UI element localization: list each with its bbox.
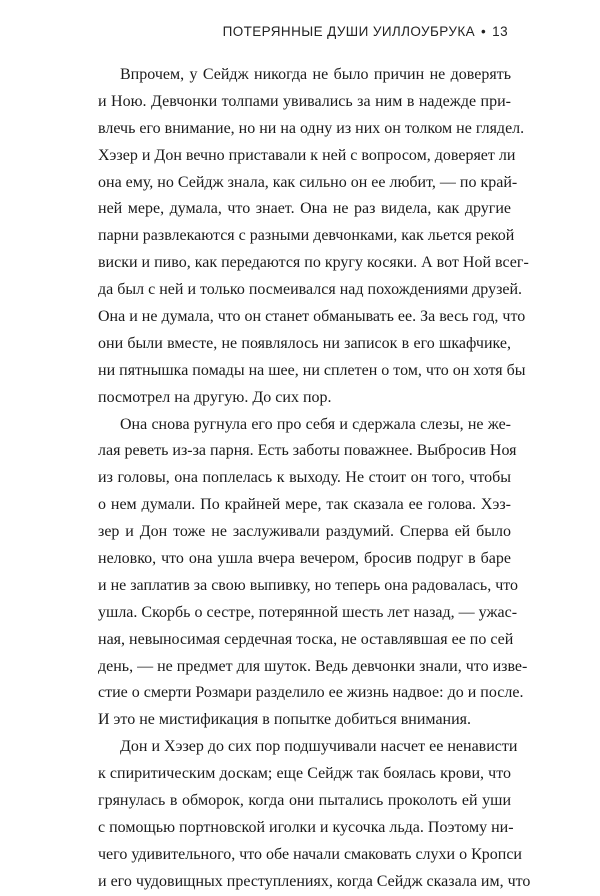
- text-line: зер и Дон тоже не заслуживали раздумий. Сперва ей было: [98, 523, 511, 541]
- text-line: с помощью портновской иголки и кусочка льда. Поэтому ни-: [98, 818, 514, 836]
- paragraph-3: [98, 734, 531, 895]
- text-line: виски и пиво, как передаются по кругу косяки. А вот Ной всег-: [98, 254, 529, 272]
- book-title: ПОТЕРЯННЫЕ ДУШИ УИЛЛОУБРУКА: [222, 24, 476, 39]
- paragraph-2: [98, 412, 528, 735]
- text-line: ушла. Скорбь о сестре, потерянной шесть лет назад, — ужас-: [98, 603, 518, 621]
- text-line: Впрочем, у Сейдж никогда не было причин не доверять: [120, 66, 511, 83]
- paragraph-1: [98, 62, 529, 412]
- text-line: они были вместе, не появлялось ни записок в его шкафчике,: [98, 334, 511, 352]
- text-line: грянулась в обморок, когда они пытались проколоть ей уши: [98, 792, 511, 810]
- text-line: чего удивительного, что обе начали смаковать слухи о Кропси: [98, 845, 522, 863]
- text-line: к спиритическим доскам; еще Сейдж так боялась крови, что: [98, 765, 511, 783]
- text-line: Она снова ругнула его про себя и сдержала слезы, не же-: [120, 415, 511, 433]
- running-head: [223, 24, 508, 39]
- text-line: день, — не предмет для шуток. Ведь девчонки знали, что изве-: [98, 657, 528, 675]
- text-line: лая реветь из-за парня. Есть заботы поважнее. Выбросив Ноя: [98, 442, 517, 460]
- text-line: и не заплатив за свою выпивку, но теперь она радовалась, что: [98, 576, 519, 594]
- text-line: неловко, что она ушла вчера вечером, бросив подруг в баре: [98, 550, 511, 568]
- header-separator: •: [481, 24, 487, 39]
- text-line: влечь его внимание, но ни на одну из них он толком не глядел.: [98, 119, 525, 137]
- text-line: парни развлекаются с разными девчонками, как льется рекой: [98, 227, 515, 245]
- text-line: и Ною. Девчонки толпами увивались за ним в надежде при-: [98, 92, 511, 110]
- text-line: посмотрел на другую. До сих пор.: [98, 388, 332, 406]
- text-line: ная, невыносимая сердечная тоска, не оставлявшая ее по сей: [98, 630, 514, 648]
- body-text: [98, 62, 531, 896]
- text-line: и его чудовищных преступлениях, когда Сейдж сказала им, что: [98, 872, 531, 890]
- text-line: Она и не думала, что он станет обманывать ее. За весь год, что: [98, 308, 526, 326]
- text-line: да был с ней и только посмеивался над похождениями друзей.: [98, 281, 523, 299]
- page-number: 13: [492, 24, 508, 39]
- text-line: она ему, но Сейдж знала, как сильно он ее любит, — по край-: [98, 173, 518, 191]
- text-line: ни пятнышка помады на шее, ни сплетен о том, что он хотя бы: [98, 361, 526, 379]
- text-line: И это не мистификация в попытке добиться внимания.: [98, 711, 472, 729]
- text-line: стие о смерти Розмари разделило ее жизнь надвое: до и после.: [98, 684, 524, 702]
- text-line: из головы, она поплелась к выходу. Не стоит он того, чтобы: [98, 469, 511, 487]
- text-line: Дон и Хэзер до сих пор подшучивали насчет ее ненависти: [120, 738, 518, 756]
- text-line: Хэзер и Дон вечно приставали к ней с вопросом, доверяет ли: [98, 146, 516, 164]
- text-line: ней мере, думала, что знает. Она не раз видела, как другие: [98, 200, 511, 218]
- text-line: о нем думали. По крайней мере, так сказала ее голова. Хэз-: [98, 496, 511, 514]
